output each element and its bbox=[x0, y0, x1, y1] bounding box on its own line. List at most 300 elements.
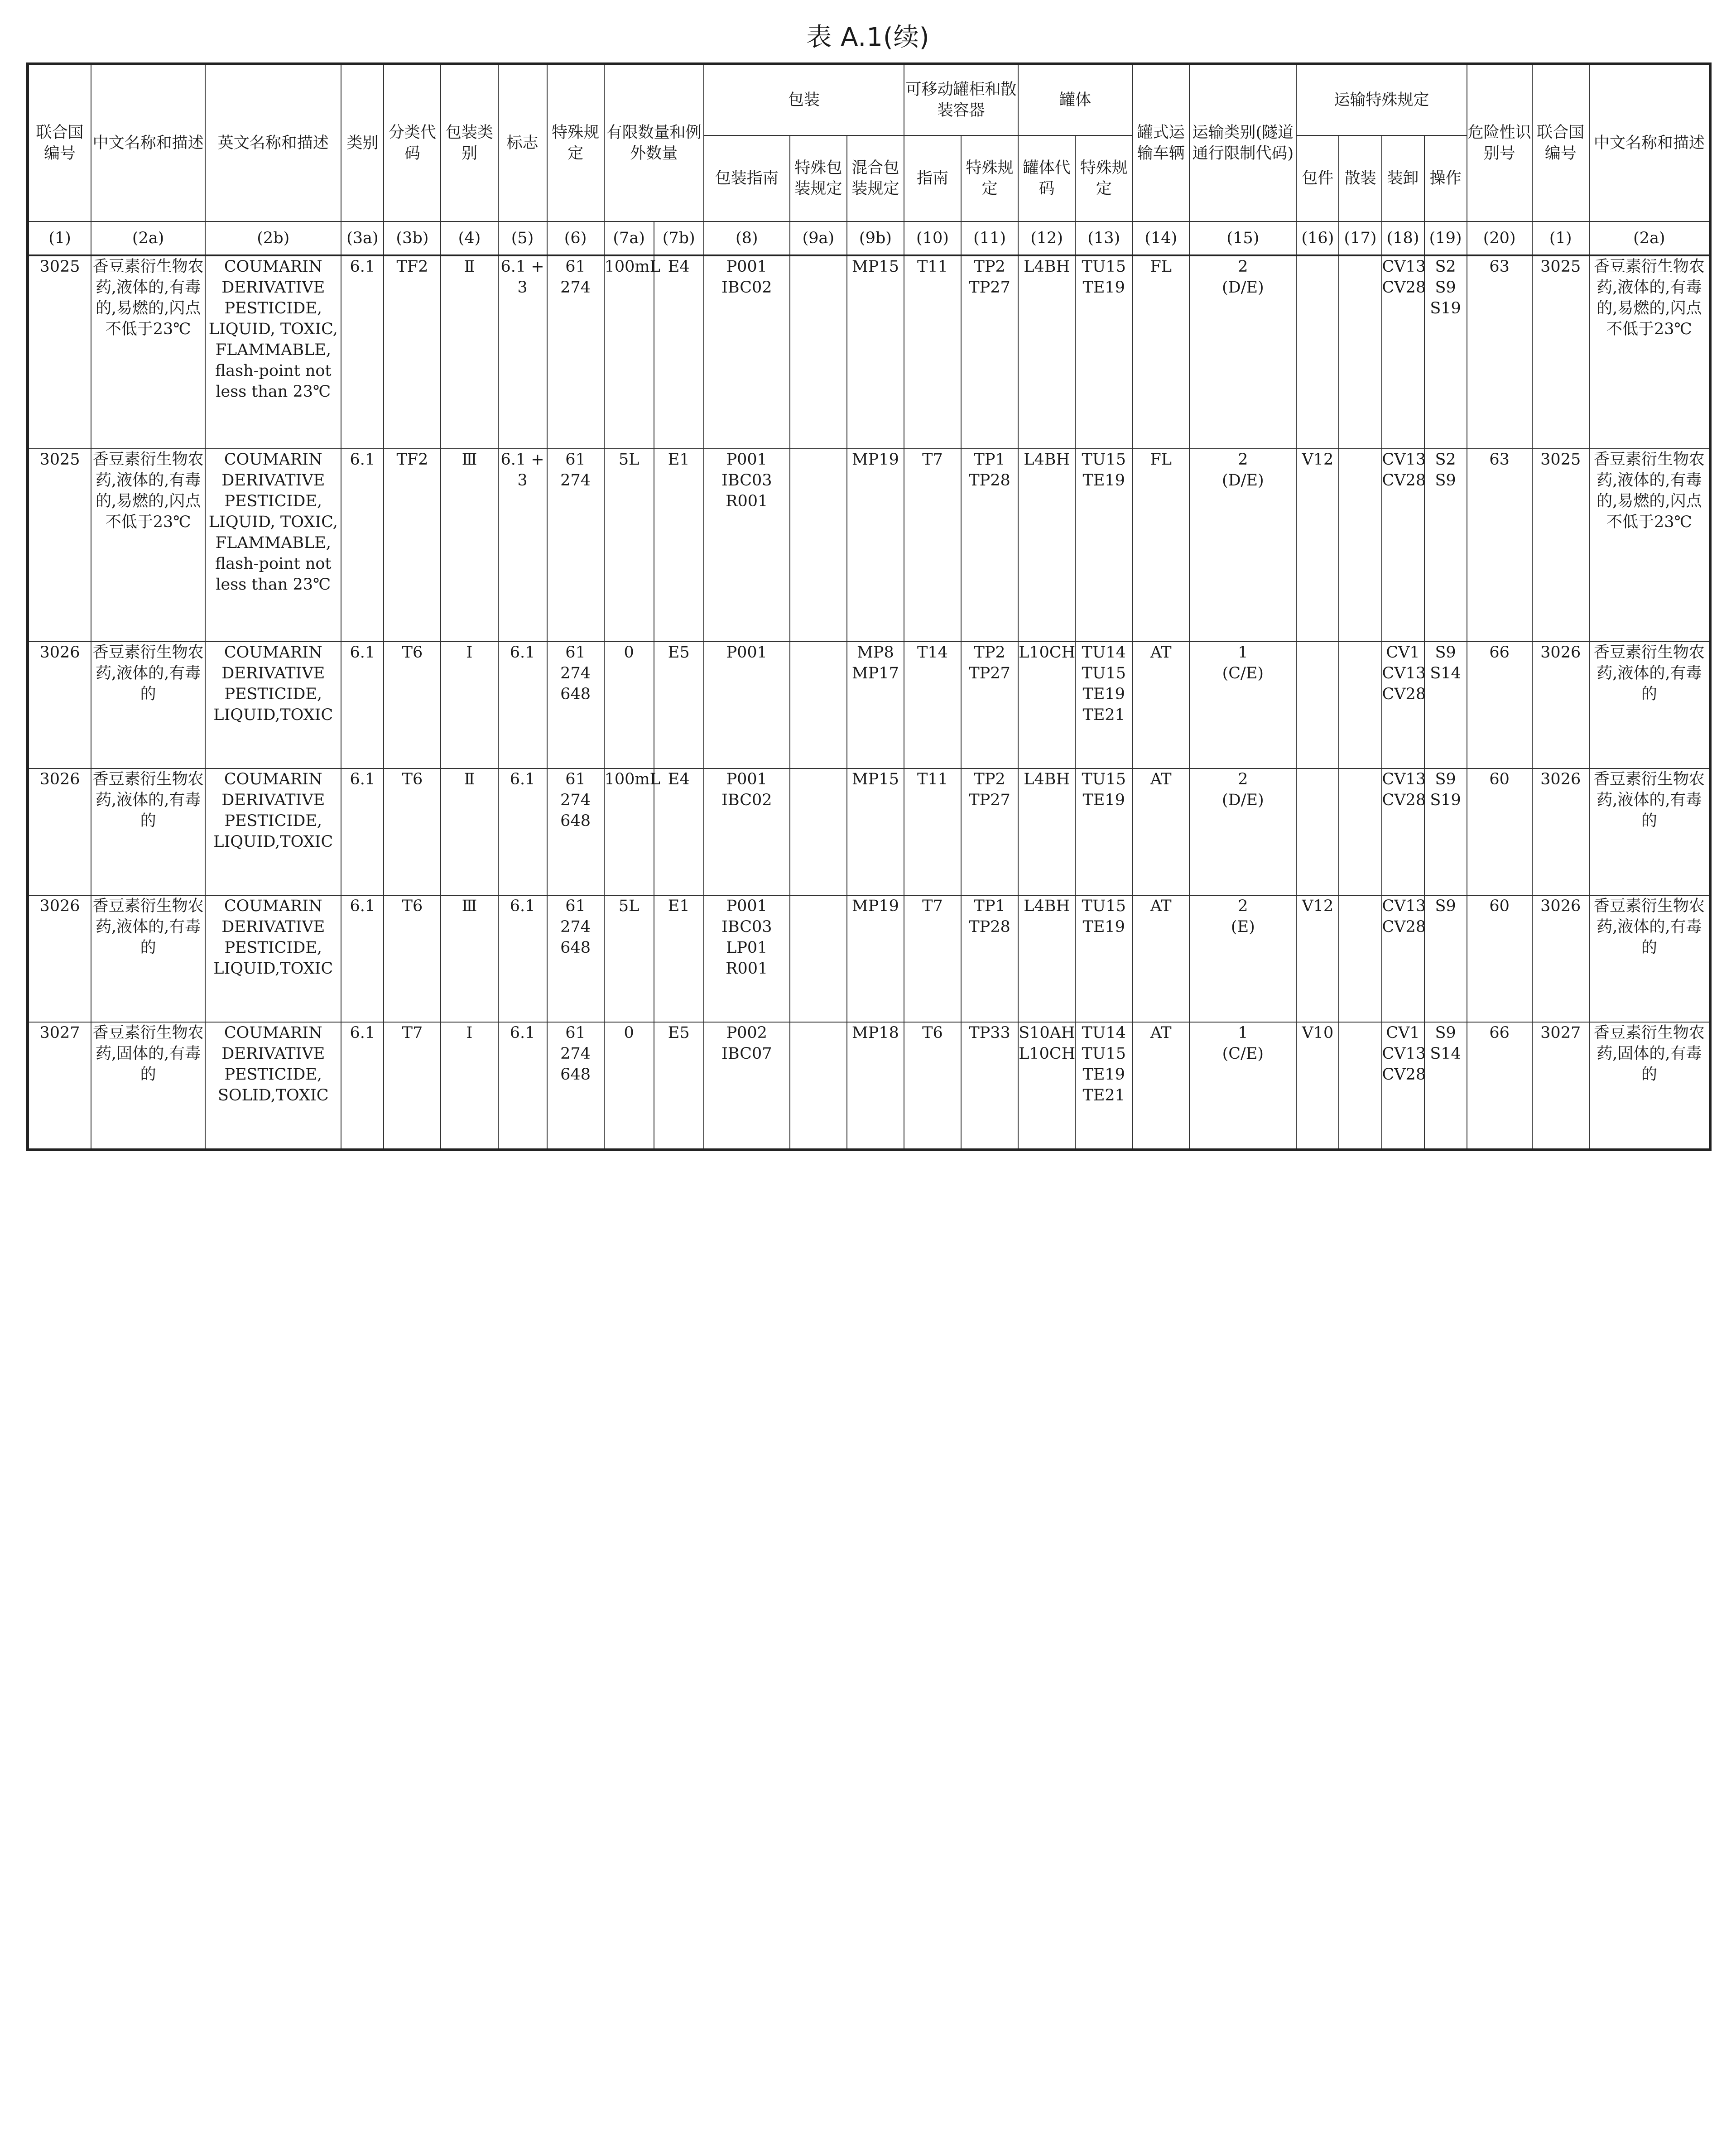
column-number: (8) bbox=[704, 221, 790, 255]
cell-hazard-id: 66 bbox=[1467, 642, 1532, 768]
cell-line: TP1 bbox=[974, 451, 1005, 469]
header-name-en: 英文名称和描述 bbox=[205, 64, 341, 221]
header-labels: 标志 bbox=[498, 64, 547, 221]
cell-line: 3 bbox=[517, 471, 528, 490]
header-pt-special: 特殊规定 bbox=[961, 135, 1018, 221]
cell-limited-qty: 5L bbox=[604, 895, 654, 1022]
cell-line: CV28 bbox=[1382, 791, 1426, 809]
cell-hazard-id: 60 bbox=[1467, 768, 1532, 895]
cell-loading bbox=[1382, 449, 1424, 642]
cell-line: R001 bbox=[726, 960, 768, 978]
cell-class: 6.1 bbox=[341, 255, 384, 449]
cell-line: PESTICIDE, bbox=[224, 492, 322, 510]
cell-line: COUMARIN bbox=[224, 1024, 322, 1042]
cell-operation bbox=[1424, 1022, 1467, 1150]
cell-line: COUMARIN bbox=[224, 897, 322, 915]
cell-labels bbox=[498, 895, 547, 1022]
column-number: (7b) bbox=[654, 221, 704, 255]
cell-line: TE19 bbox=[1082, 279, 1125, 297]
cell-loading bbox=[1382, 255, 1424, 449]
cell-line: DERIVATIVE bbox=[221, 791, 325, 809]
cell-line: LIQUID,TOXIC bbox=[213, 960, 333, 978]
transport-category: 1 bbox=[1238, 643, 1248, 662]
cell-name-cn-2: 香豆素衍生物农药,液体的,有毒的,易燃的,闪点不低于23℃ bbox=[1589, 255, 1710, 449]
cell-line: LIQUID, TOXIC, bbox=[208, 513, 338, 531]
cell-name-cn: 香豆素衍生物农药,液体的,有毒的 bbox=[91, 768, 205, 895]
header-row-1 bbox=[28, 64, 1710, 135]
cell-line: P001 bbox=[726, 643, 767, 662]
cell-tank-special bbox=[1075, 768, 1132, 895]
cell-bulk bbox=[1339, 1022, 1381, 1150]
column-number: (15) bbox=[1189, 221, 1296, 255]
tunnel-code: (C/E) bbox=[1222, 1045, 1264, 1063]
cell-line: 3 bbox=[517, 279, 528, 297]
header-un-no: 联合国编号 bbox=[28, 64, 91, 221]
cell-line: S19 bbox=[1430, 299, 1461, 317]
cell-name-cn-2: 香豆素衍生物农药,固体的,有毒的 bbox=[1589, 1022, 1710, 1150]
header-mixed-pack: 混合包装规定 bbox=[847, 135, 904, 221]
cell-class: 6.1 bbox=[341, 1022, 384, 1150]
cell-line: TU15 bbox=[1082, 664, 1126, 682]
cell-vehicle: AT bbox=[1132, 895, 1189, 1022]
cell-transport-cat bbox=[1189, 895, 1296, 1022]
cell-line: LP01 bbox=[726, 939, 768, 957]
cell-line: CV1 bbox=[1386, 643, 1420, 662]
header-transport-special: 运输特殊规定 bbox=[1296, 64, 1467, 135]
header-packages: 包件 bbox=[1296, 135, 1339, 221]
cell-line: TE19 bbox=[1082, 1066, 1125, 1084]
cell-line: P001 bbox=[726, 897, 767, 915]
cell-line: P001 bbox=[726, 451, 767, 469]
cell-un-no-2: 3025 bbox=[1532, 449, 1589, 642]
header-special-pack: 特殊包装规定 bbox=[790, 135, 847, 221]
tunnel-code: (D/E) bbox=[1221, 471, 1264, 490]
cell-line: DERIVATIVE bbox=[221, 279, 325, 297]
cell-class-code: TF2 bbox=[384, 255, 441, 449]
cell-loading bbox=[1382, 768, 1424, 895]
column-number: (13) bbox=[1075, 221, 1132, 255]
cell-transport-cat bbox=[1189, 642, 1296, 768]
column-number: (12) bbox=[1018, 221, 1075, 255]
cell-loading bbox=[1382, 642, 1424, 768]
cell-transport-cat bbox=[1189, 449, 1296, 642]
cell-class: 6.1 bbox=[341, 895, 384, 1022]
cell-line: DERIVATIVE bbox=[221, 1045, 325, 1063]
table-row bbox=[28, 895, 1710, 1022]
cell-operation bbox=[1424, 642, 1467, 768]
cell-un-no: 3026 bbox=[28, 895, 91, 1022]
cell-transport-cat bbox=[1189, 255, 1296, 449]
column-number: (18) bbox=[1382, 221, 1424, 255]
cell-line: 61 bbox=[565, 897, 586, 915]
cell-line: flash-point not bbox=[215, 555, 332, 573]
cell-line: S9 bbox=[1435, 279, 1456, 297]
cell-pack-instr bbox=[704, 1022, 790, 1150]
cell-line: 648 bbox=[560, 939, 591, 957]
dangerous-goods-table bbox=[26, 62, 1712, 1151]
cell-packages bbox=[1296, 642, 1339, 768]
cell-line: S9 bbox=[1435, 471, 1456, 490]
cell-labels bbox=[498, 642, 547, 768]
cell-line: 61 bbox=[565, 770, 586, 788]
cell-line: S14 bbox=[1430, 664, 1461, 682]
cell-line: 648 bbox=[560, 812, 591, 830]
cell-mixed-pack: MP18 bbox=[847, 1022, 904, 1150]
cell-pack-group: Ⅱ bbox=[441, 768, 498, 895]
cell-line: IBC02 bbox=[721, 279, 772, 297]
cell-pack-instr bbox=[704, 449, 790, 642]
table-title: 表 A.1(续) bbox=[806, 23, 930, 52]
cell-name-cn: 香豆素衍生物农药,液体的,有毒的 bbox=[91, 642, 205, 768]
header-operation: 操作 bbox=[1424, 135, 1467, 221]
transport-category: 1 bbox=[1238, 1024, 1248, 1042]
cell-name-cn: 香豆素衍生物农药,固体的,有毒的 bbox=[91, 1022, 205, 1150]
cell-vehicle: FL bbox=[1132, 449, 1189, 642]
cell-pt-instr: T7 bbox=[904, 895, 961, 1022]
cell-labels bbox=[498, 768, 547, 895]
header-loading: 装卸 bbox=[1382, 135, 1424, 221]
column-number: (2a) bbox=[91, 221, 205, 255]
cell-special-pack bbox=[790, 255, 847, 449]
cell-line: S2 bbox=[1435, 451, 1456, 469]
cell-line: CV28 bbox=[1382, 685, 1426, 703]
cell-hazard-id: 60 bbox=[1467, 895, 1532, 1022]
cell-line: PESTICIDE, bbox=[224, 685, 322, 703]
cell-name-en bbox=[205, 895, 341, 1022]
cell-line: 6.1 + bbox=[500, 258, 544, 276]
cell-class: 6.1 bbox=[341, 768, 384, 895]
cell-excepted-qty: E5 bbox=[654, 1022, 704, 1150]
cell-line: COUMARIN bbox=[224, 770, 322, 788]
cell-hazard-id: 63 bbox=[1467, 255, 1532, 449]
cell-mixed-pack: MP19 bbox=[847, 449, 904, 642]
cell-operation bbox=[1424, 895, 1467, 1022]
cell-name-en bbox=[205, 642, 341, 768]
cell-vehicle: AT bbox=[1132, 1022, 1189, 1150]
cell-loading bbox=[1382, 1022, 1424, 1150]
column-number: (9a) bbox=[790, 221, 847, 255]
column-number: (3b) bbox=[384, 221, 441, 255]
cell-line: TP2 bbox=[974, 643, 1005, 662]
cell-excepted-qty: E4 bbox=[654, 768, 704, 895]
cell-un-no-2: 3027 bbox=[1532, 1022, 1589, 1150]
header-tanks: 罐体 bbox=[1018, 64, 1132, 135]
cell-line: S14 bbox=[1430, 1045, 1461, 1063]
cell-line: CV13 bbox=[1382, 897, 1426, 915]
cell-name-cn: 香豆素衍生物农药,液体的,有毒的,易燃的,闪点不低于23℃ bbox=[91, 449, 205, 642]
column-number: (6) bbox=[547, 221, 604, 255]
table-row bbox=[28, 449, 1710, 642]
cell-line: CV13 bbox=[1382, 664, 1426, 682]
cell-line: TP28 bbox=[969, 918, 1010, 936]
cell-un-no: 3025 bbox=[28, 449, 91, 642]
cell-line: less than 23℃ bbox=[216, 383, 331, 401]
cell-pt-instr: T6 bbox=[904, 1022, 961, 1150]
cell-class-code: T6 bbox=[384, 895, 441, 1022]
cell-line: flash-point not bbox=[215, 362, 332, 380]
cell-line: DERIVATIVE bbox=[221, 471, 325, 490]
cell-tank-code: L4BH bbox=[1018, 449, 1075, 642]
column-number-row bbox=[28, 221, 1710, 255]
cell-name-en bbox=[205, 768, 341, 895]
cell-line: CV13 bbox=[1382, 770, 1426, 788]
cell-packages bbox=[1296, 768, 1339, 895]
cell-un-no-2: 3025 bbox=[1532, 255, 1589, 449]
cell-name-en bbox=[205, 449, 341, 642]
cell-line: LIQUID, TOXIC, bbox=[208, 320, 338, 338]
cell-line: 6.1 bbox=[510, 770, 535, 788]
column-number: (10) bbox=[904, 221, 961, 255]
cell-line: TP2 bbox=[974, 770, 1005, 788]
column-number: (14) bbox=[1132, 221, 1189, 255]
cell-line: LIQUID,TOXIC bbox=[213, 833, 333, 851]
cell-special-prov bbox=[547, 895, 604, 1022]
cell-name-cn-2: 香豆素衍生物农药,液体的,有毒的 bbox=[1589, 642, 1710, 768]
cell-tank-code: L4BH bbox=[1018, 768, 1075, 895]
header-class: 类别 bbox=[341, 64, 384, 221]
cell-tank-special bbox=[1075, 449, 1132, 642]
cell-transport-cat bbox=[1189, 1022, 1296, 1150]
tunnel-code: (E) bbox=[1231, 918, 1255, 936]
header-transport-cat: 运输类别(隧道通行限制代码) bbox=[1189, 64, 1296, 221]
cell-line: TP27 bbox=[969, 664, 1010, 682]
transport-category: 2 bbox=[1238, 451, 1248, 469]
cell-excepted-qty: E5 bbox=[654, 642, 704, 768]
cell-line: IBC03 bbox=[721, 918, 772, 936]
cell-special-prov bbox=[547, 449, 604, 642]
header-portable-tanks: 可移动罐柜和散装容器 bbox=[904, 64, 1018, 135]
cell-line: FLAMMABLE, bbox=[215, 534, 331, 552]
cell-labels bbox=[498, 449, 547, 642]
cell-class-code: T6 bbox=[384, 768, 441, 895]
cell-line: 61 bbox=[565, 643, 586, 662]
cell-name-en bbox=[205, 1022, 341, 1150]
cell-bulk bbox=[1339, 895, 1381, 1022]
cell-operation bbox=[1424, 768, 1467, 895]
cell-line: 61 bbox=[565, 258, 586, 276]
cell-packages bbox=[1296, 255, 1339, 449]
cell-line: S9 bbox=[1435, 897, 1456, 915]
cell-line: IBC07 bbox=[721, 1045, 772, 1063]
cell-operation bbox=[1424, 255, 1467, 449]
cell-hazard-id: 63 bbox=[1467, 449, 1532, 642]
cell-pt-special bbox=[961, 642, 1018, 768]
cell-class: 6.1 bbox=[341, 449, 384, 642]
column-number: (7a) bbox=[604, 221, 654, 255]
cell-tank-special bbox=[1075, 642, 1132, 768]
cell-limited-qty: 0 bbox=[604, 642, 654, 768]
transport-category: 2 bbox=[1238, 770, 1248, 788]
cell-un-no-2: 3026 bbox=[1532, 768, 1589, 895]
cell-line: TU15 bbox=[1082, 1045, 1126, 1063]
cell-line: IBC02 bbox=[721, 791, 772, 809]
cell-line: 61 bbox=[565, 451, 586, 469]
cell-line: CV28 bbox=[1382, 918, 1426, 936]
header-pack-group: 包装类别 bbox=[441, 64, 498, 221]
cell-pt-special bbox=[961, 768, 1018, 895]
column-number: (1) bbox=[28, 221, 91, 255]
cell-line: 274 bbox=[560, 279, 591, 297]
cell-line: 274 bbox=[560, 471, 591, 490]
cell-line: CV13 bbox=[1382, 451, 1426, 469]
cell-line: LIQUID,TOXIC bbox=[213, 706, 333, 724]
cell-line: TU15 bbox=[1082, 451, 1126, 469]
cell-excepted-qty: E1 bbox=[654, 449, 704, 642]
cell-line: SOLID,TOXIC bbox=[217, 1086, 329, 1104]
cell-line: 648 bbox=[560, 1066, 591, 1084]
cell-limited-qty: 0 bbox=[604, 1022, 654, 1150]
header-bulk: 散装 bbox=[1339, 135, 1381, 221]
cell-line: CV1 bbox=[1386, 1024, 1420, 1042]
cell-un-no: 3027 bbox=[28, 1022, 91, 1150]
cell-line: TE19 bbox=[1082, 471, 1125, 490]
cell-special-prov bbox=[547, 642, 604, 768]
cell-line: less than 23℃ bbox=[216, 576, 331, 594]
cell-mixed-pack: MP15 bbox=[847, 255, 904, 449]
cell-line: S9 bbox=[1435, 1024, 1456, 1042]
cell-line: TP1 bbox=[974, 897, 1005, 915]
cell-special-pack bbox=[790, 449, 847, 642]
cell-line: TP27 bbox=[969, 791, 1010, 809]
cell-tank-code: L4BH bbox=[1018, 895, 1075, 1022]
cell-labels bbox=[498, 255, 547, 449]
cell-bulk bbox=[1339, 642, 1381, 768]
cell-bulk bbox=[1339, 768, 1381, 895]
cell-line: TE19 bbox=[1082, 791, 1125, 809]
cell-special-prov bbox=[547, 1022, 604, 1150]
cell-line: TU14 bbox=[1082, 643, 1126, 662]
cell-un-no-2: 3026 bbox=[1532, 642, 1589, 768]
header-class-code: 分类代码 bbox=[384, 64, 441, 221]
cell-line: TP33 bbox=[969, 1024, 1010, 1042]
cell-bulk bbox=[1339, 255, 1381, 449]
cell-tank-code: L4BH bbox=[1018, 255, 1075, 449]
column-number: (20) bbox=[1467, 221, 1532, 255]
cell-name-cn: 香豆素衍生物农药,液体的,有毒的 bbox=[91, 895, 205, 1022]
cell-transport-cat bbox=[1189, 768, 1296, 895]
column-number: (1) bbox=[1532, 221, 1589, 255]
cell-limited-qty: 100mL bbox=[604, 768, 654, 895]
cell-pt-special bbox=[961, 895, 1018, 1022]
cell-special-prov bbox=[547, 255, 604, 449]
cell-excepted-qty: E4 bbox=[654, 255, 704, 449]
cell-tank-code: L10CH bbox=[1018, 642, 1075, 768]
cell-pack-group: Ⅲ bbox=[441, 449, 498, 642]
cell-line: TP27 bbox=[969, 279, 1010, 297]
cell-packages: V10 bbox=[1296, 1022, 1339, 1150]
header-packaging: 包装 bbox=[704, 64, 904, 135]
table-row bbox=[28, 1022, 1710, 1150]
cell-labels bbox=[498, 1022, 547, 1150]
cell-name-en bbox=[205, 255, 341, 449]
cell-line: CV28 bbox=[1382, 279, 1426, 297]
cell-special-pack bbox=[790, 895, 847, 1022]
cell-line: 274 bbox=[560, 1045, 591, 1063]
tunnel-code: (D/E) bbox=[1221, 279, 1264, 297]
cell-line: P001 bbox=[726, 258, 767, 276]
cell-line: COUMARIN bbox=[224, 258, 322, 276]
tunnel-code: (D/E) bbox=[1221, 791, 1264, 809]
cell-mixed-pack: MP15 bbox=[847, 768, 904, 895]
header-name-cn: 中文名称和描述 bbox=[91, 64, 205, 221]
cell-vehicle: AT bbox=[1132, 768, 1189, 895]
column-number: (11) bbox=[961, 221, 1018, 255]
cell-special-pack bbox=[790, 1022, 847, 1150]
cell-class-code: T6 bbox=[384, 642, 441, 768]
tunnel-code: (C/E) bbox=[1222, 664, 1264, 682]
cell-line: IBC03 bbox=[721, 471, 772, 490]
table-row bbox=[28, 768, 1710, 895]
cell-un-no: 3025 bbox=[28, 255, 91, 449]
cell-operation bbox=[1424, 449, 1467, 642]
cell-class-code: T7 bbox=[384, 1022, 441, 1150]
cell-line: TP2 bbox=[974, 258, 1005, 276]
cell-pack-instr bbox=[704, 895, 790, 1022]
column-number: (16) bbox=[1296, 221, 1339, 255]
cell-line: PESTICIDE, bbox=[224, 299, 322, 317]
cell-class-code: TF2 bbox=[384, 449, 441, 642]
cell-pt-instr: T14 bbox=[904, 642, 961, 768]
cell-line: TE19 bbox=[1082, 918, 1125, 936]
cell-line: PESTICIDE, bbox=[224, 1066, 322, 1084]
column-number: (2b) bbox=[205, 221, 341, 255]
cell-name-cn: 香豆素衍生物农药,液体的,有毒的,易燃的,闪点不低于23℃ bbox=[91, 255, 205, 449]
cell-tank-special bbox=[1075, 255, 1132, 449]
cell-loading bbox=[1382, 895, 1424, 1022]
cell-line: TE21 bbox=[1082, 706, 1125, 724]
cell-mixed-pack: MP8 MP17 bbox=[847, 642, 904, 768]
header-tank-special: 特殊规定 bbox=[1075, 135, 1132, 221]
cell-line: 6.1 + bbox=[500, 451, 544, 469]
cell-line: 274 bbox=[560, 791, 591, 809]
cell-pt-special bbox=[961, 1022, 1018, 1150]
cell-line: COUMARIN bbox=[224, 643, 322, 662]
cell-pack-group: Ⅰ bbox=[441, 642, 498, 768]
cell-line: COUMARIN bbox=[224, 451, 322, 469]
cell-class: 6.1 bbox=[341, 642, 384, 768]
cell-line: PESTICIDE, bbox=[224, 939, 322, 957]
cell-excepted-qty: E1 bbox=[654, 895, 704, 1022]
cell-line: 6.1 bbox=[510, 897, 535, 915]
column-number: (2a) bbox=[1589, 221, 1710, 255]
cell-line: P001 bbox=[726, 770, 767, 788]
cell-line: DERIVATIVE bbox=[221, 664, 325, 682]
cell-tank-code: S10AH L10CH bbox=[1018, 1022, 1075, 1150]
cell-pt-instr: T11 bbox=[904, 768, 961, 895]
cell-bulk bbox=[1339, 449, 1381, 642]
cell-line: TE19 bbox=[1082, 685, 1125, 703]
cell-name-cn-2: 香豆素衍生物农药,液体的,有毒的 bbox=[1589, 895, 1710, 1022]
cell-pt-special bbox=[961, 449, 1018, 642]
cell-special-pack bbox=[790, 642, 847, 768]
column-number: (5) bbox=[498, 221, 547, 255]
cell-pt-instr: T11 bbox=[904, 255, 961, 449]
header-vehicle: 罐式运输车辆 bbox=[1132, 64, 1189, 221]
cell-hazard-id: 66 bbox=[1467, 1022, 1532, 1150]
cell-line: FLAMMABLE, bbox=[215, 341, 331, 359]
cell-line: 274 bbox=[560, 918, 591, 936]
cell-line: R001 bbox=[726, 492, 768, 510]
cell-pt-instr: T7 bbox=[904, 449, 961, 642]
cell-line: 61 bbox=[565, 1024, 586, 1042]
transport-category: 2 bbox=[1238, 258, 1248, 276]
cell-packages: V12 bbox=[1296, 449, 1339, 642]
cell-line: P002 bbox=[726, 1024, 767, 1042]
header-pt-instr: 指南 bbox=[904, 135, 961, 221]
transport-category: 2 bbox=[1238, 897, 1248, 915]
cell-pack-group: Ⅱ bbox=[441, 255, 498, 449]
cell-pt-special bbox=[961, 255, 1018, 449]
